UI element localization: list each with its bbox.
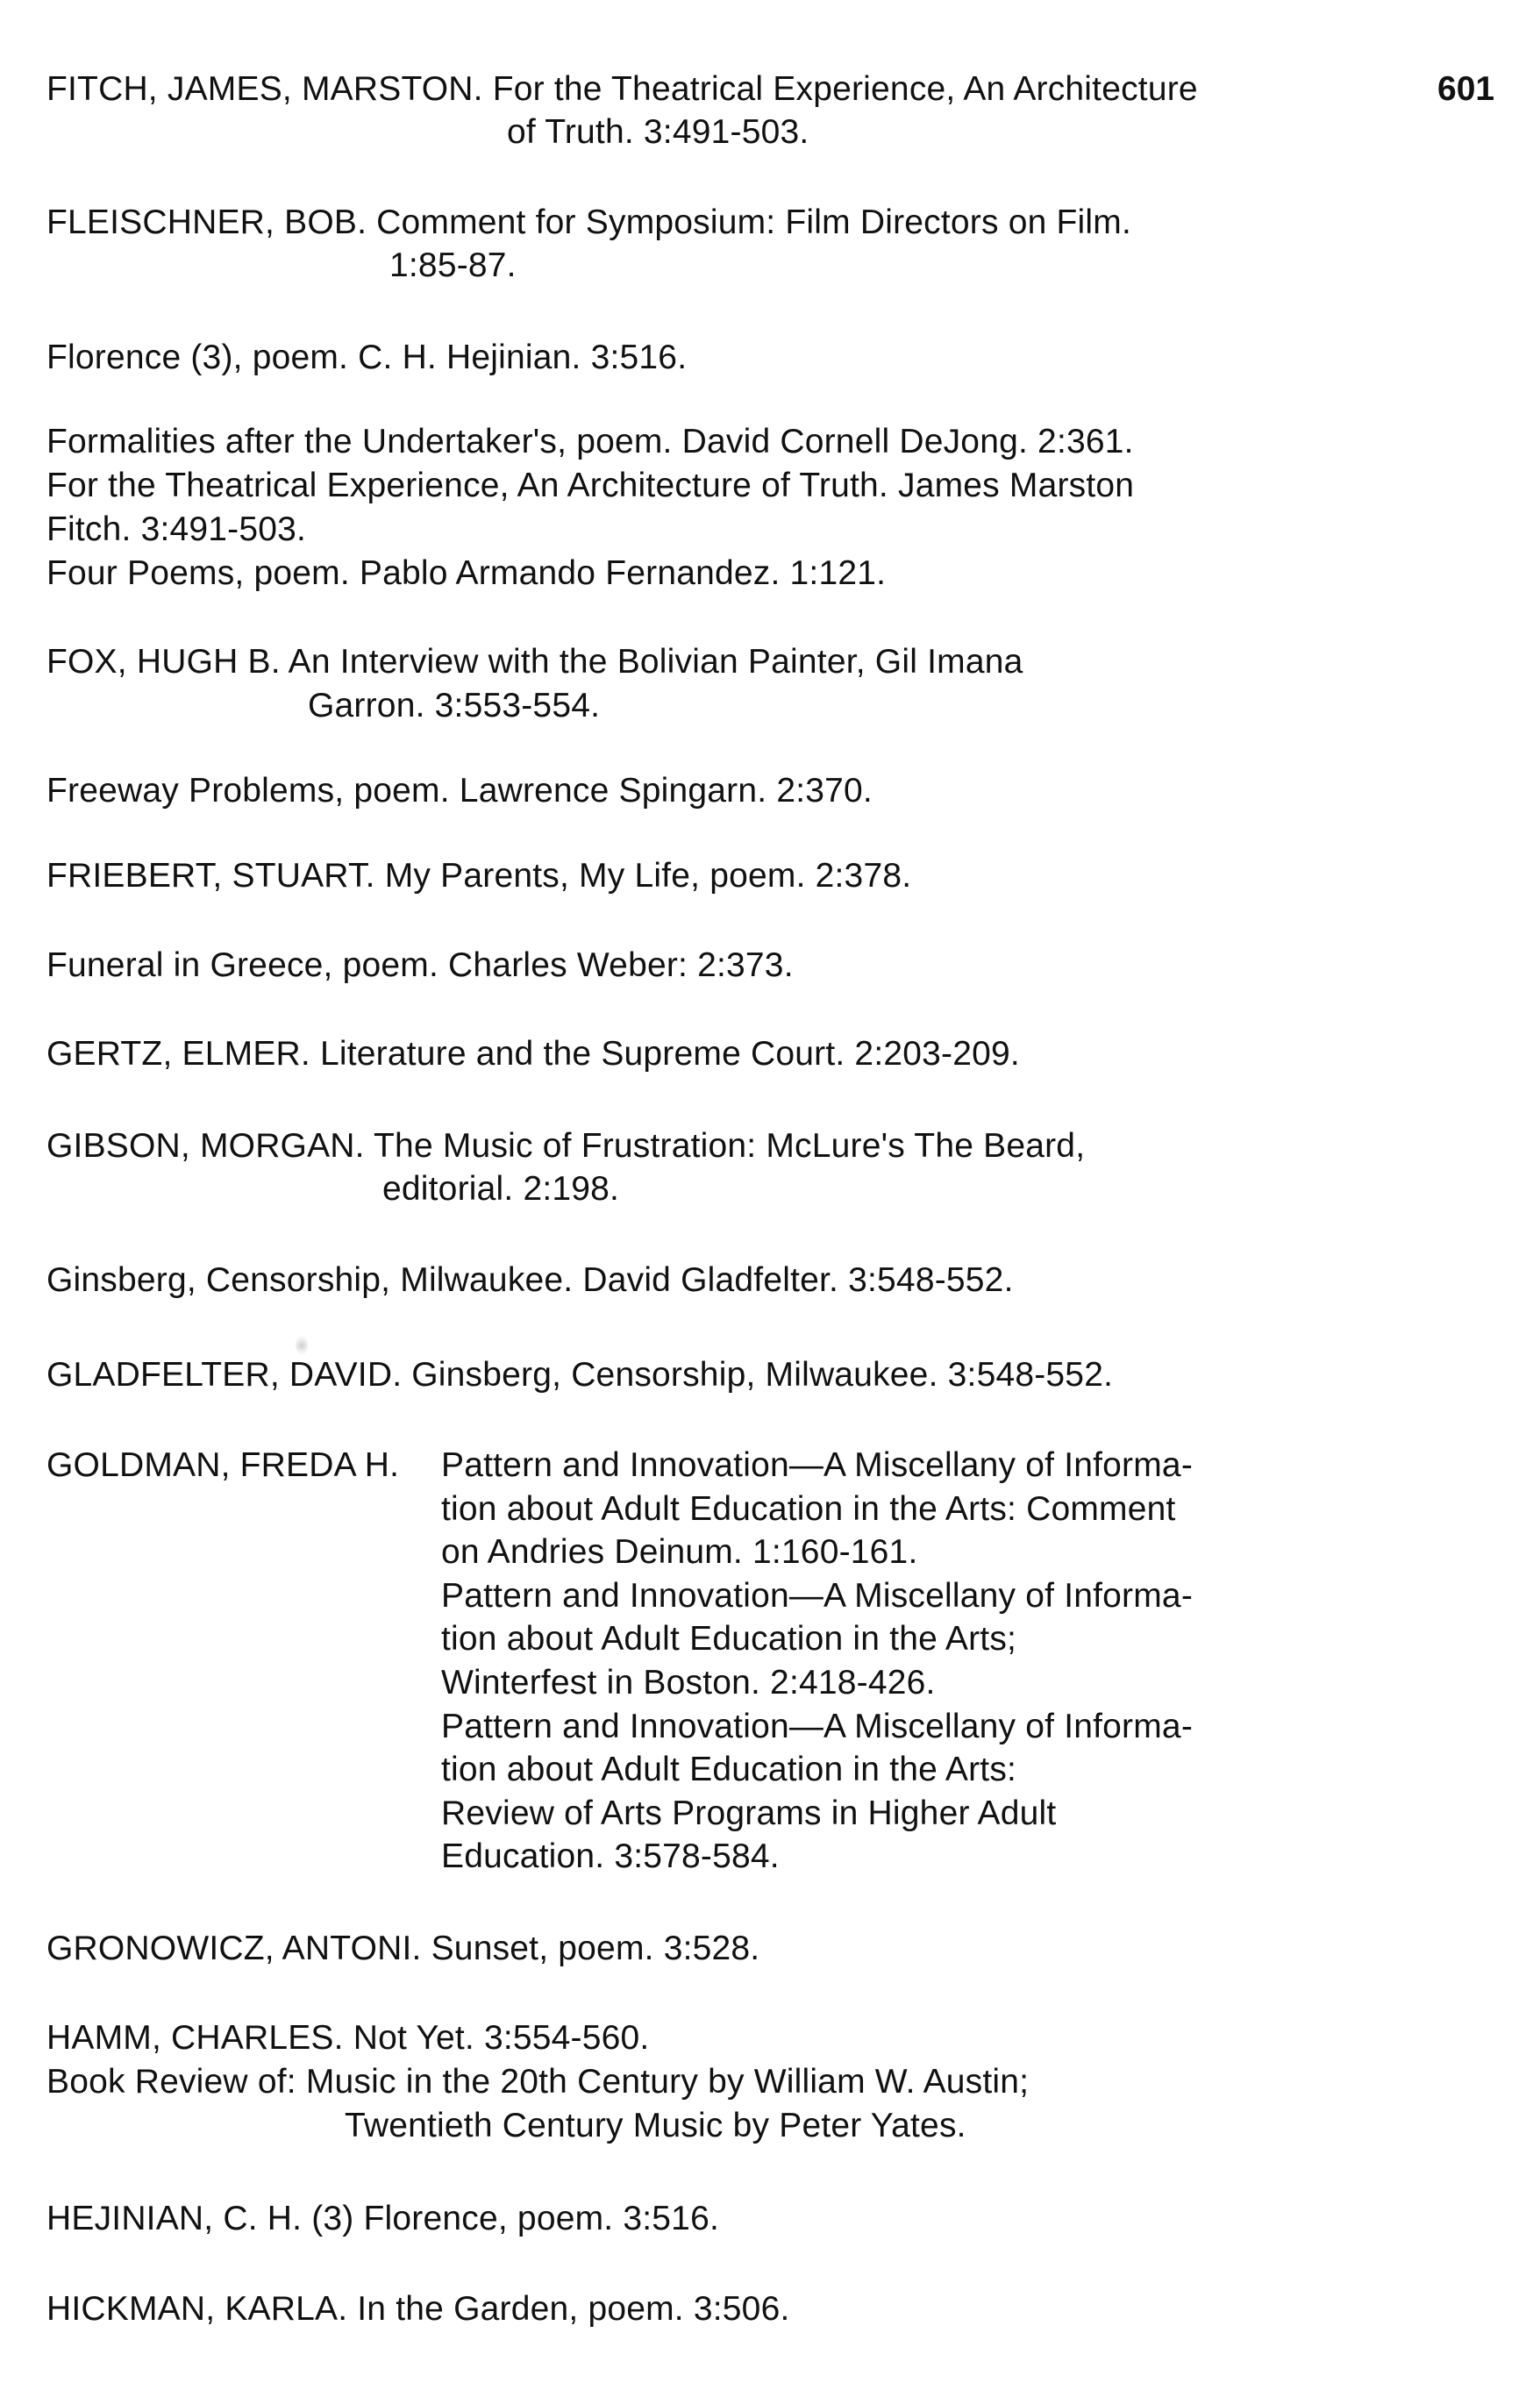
goldman-entry-line-5: tion about Adult Education in the Arts; (441, 1620, 1017, 1658)
hamm-entry-line-3: Twentieth Century Music by Peter Yates. (345, 2107, 966, 2144)
goldman-entry-line-8: tion about Adult Education in the Arts: (441, 1751, 1017, 1788)
formalities-entry: Formalities after the Undertaker's, poem. David Cornell DeJong. 2:361. (46, 423, 1134, 460)
gibson-entry-line-1: GIBSON, MORGAN. The Music of Frustration: McLure's The Beard, (46, 1127, 1086, 1165)
goldman-entry-line-3: on Andries Deinum. 1:160-161. (441, 1533, 918, 1571)
florence-entry: Florence (3), poem. C. H. Hejinian. 3:516. (46, 339, 688, 376)
hamm-entry-line-2: Book Review of: Music in the 20th Century by William W. Austin; (46, 2063, 1030, 2101)
goldman-entry-line-6: Winterfest in Boston. 2:418-426. (441, 1664, 936, 1702)
funeral-entry: Funeral in Greece, poem. Charles Weber: 2:373. (46, 946, 794, 984)
freeway-entry: Freeway Problems, poem. Lawrence Spingarn. 2:370. (46, 772, 873, 810)
friebert-entry: FRIEBERT, STUART. My Parents, My Life, poem. 2:378. (46, 857, 912, 895)
hickman-entry: HICKMAN, KARLA. In the Garden, poem. 3:506. (46, 2290, 790, 2328)
goldman-entry-line-9: Review of Arts Programs in Higher Adult (441, 1794, 1057, 1832)
goldman-entry-line-2: tion about Adult Education in the Arts: Comment (441, 1490, 1176, 1528)
hamm-entry-line-1: HAMM, CHARLES. Not Yet. 3:554-560. (46, 2019, 650, 2057)
fleischner-entry-line-1: FLEISCHNER, BOB. Comment for Symposium: Film Directors on Film. (46, 203, 1131, 241)
goldman-entry-line-7: Pattern and Innovation—A Miscellany of Informa- (441, 1708, 1194, 1745)
goldman-entry-line-4: Pattern and Innovation—A Miscellany of Informa- (441, 1577, 1194, 1615)
ginsberg-entry: Ginsberg, Censorship, Milwaukee. David Gladfelter. 3:548-552. (46, 1261, 1014, 1299)
fleischner-entry-line-2: 1:85-87. (389, 246, 517, 284)
fox-entry-line-2: Garron. 3:553-554. (308, 687, 601, 724)
page-number: 601 (1437, 70, 1495, 108)
gronowicz-entry: GRONOWICZ, ANTONI. Sunset, poem. 3:528. (46, 1930, 760, 1967)
gertz-entry: GERTZ, ELMER. Literature and the Supreme Court. 2:203-209. (46, 1035, 1020, 1073)
gladfelter-entry: GLADFELTER, DAVID. Ginsberg, Censorship, Milwaukee. 3:548-552. (46, 1356, 1114, 1394)
gibson-entry-line-2: editorial. 2:198. (382, 1170, 620, 1208)
goldman-entry-line-1: Pattern and Innovation—A Miscellany of Informa- (441, 1446, 1194, 1484)
goldman-entry-line-10: Education. 3:578-584. (441, 1837, 780, 1875)
theatrical-entry-line-1: For the Theatrical Experience, An Architecture of Truth. James Marston (46, 467, 1135, 504)
print-smudge (296, 1336, 308, 1355)
fox-entry-line-1: FOX, HUGH B. An Interview with the Bolivian Painter, Gil Imana (46, 643, 1023, 681)
hejinian-entry: HEJINIAN, C. H. (3) Florence, poem. 3:516. (46, 2200, 719, 2237)
four-poems-entry: Four Poems, poem. Pablo Armando Fernandez. 1:121. (46, 554, 887, 592)
theatrical-entry-line-2: Fitch. 3:491-503. (46, 510, 307, 548)
fitch-entry-line-2: of Truth. 3:491-503. (507, 113, 809, 151)
goldman-author: GOLDMAN, FREDA H. (46, 1446, 400, 1484)
fitch-entry-line-1: FITCH, JAMES, MARSTON. For the Theatrical Experience, An Architecture (46, 70, 1198, 108)
